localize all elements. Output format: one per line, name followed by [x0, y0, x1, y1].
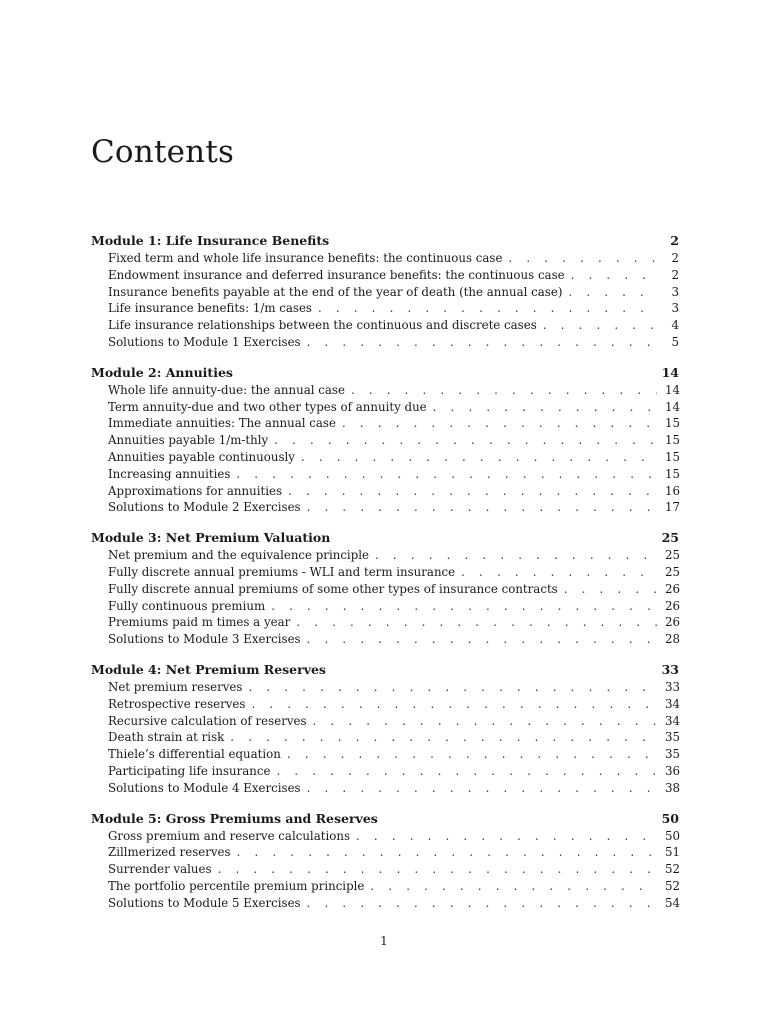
entry-title: Insurance benefits payable at the end of the year of death (the annual case)	[108, 284, 563, 299]
toc-entry[interactable]	[91, 631, 679, 648]
entry-title: Fully discrete annual premiums - WLI and term insurance	[108, 564, 456, 579]
entry-title: Retrospective reserves	[108, 696, 246, 711]
dot-leader	[307, 631, 657, 648]
dot-leader	[356, 828, 657, 845]
dot-leader	[301, 449, 657, 466]
entry-page-number: 4	[671, 318, 679, 333]
entry-title: Increasing annuities	[108, 466, 231, 481]
module-title: Module 4: Net Premium Reserves	[91, 661, 326, 677]
entry-title: Fixed term and whole life insurance benefits: the continuous case	[108, 251, 503, 265]
toc-entry[interactable]	[91, 449, 679, 466]
entry-title: Net premium reserves	[108, 679, 243, 694]
entry-page-number: 14	[665, 382, 681, 397]
toc-module	[91, 232, 679, 351]
dot-leader	[375, 547, 657, 564]
entry-page-number: 3	[671, 301, 679, 316]
toc-entry[interactable]	[91, 267, 679, 284]
entry-title: Term annuity-due and two other types of annuity due	[108, 399, 427, 414]
entry-page-number: 34	[665, 696, 681, 711]
entry-page-number: 15	[665, 416, 681, 431]
entry-page-number: 3	[671, 284, 679, 299]
dot-leader	[237, 844, 657, 861]
entry-page-number: 26	[665, 581, 681, 596]
module-title: Module 3: Net Premium Valuation	[91, 530, 331, 546]
module-page-number: 50	[661, 810, 679, 826]
entry-page-number: 36	[665, 763, 681, 778]
dot-leader	[248, 679, 657, 696]
toc-entry[interactable]	[91, 895, 679, 912]
toc-entry[interactable]	[91, 284, 679, 301]
entry-title: Annuities payable continuously	[108, 449, 295, 464]
entry-title: Solutions to Module 4 Exercises	[108, 780, 301, 795]
entry-page-number: 26	[665, 615, 681, 630]
entry-page-number: 52	[665, 878, 681, 893]
module-page-number: 14	[661, 364, 679, 380]
toc-entry[interactable]	[91, 415, 679, 432]
entry-page-number: 15	[665, 449, 681, 464]
entry-page-number: 16	[665, 483, 681, 498]
toc-entry[interactable]	[91, 564, 679, 581]
toc-entry[interactable]	[91, 614, 679, 631]
toc-entry[interactable]	[91, 300, 679, 317]
dot-leader	[277, 763, 658, 780]
dot-leader	[296, 614, 657, 631]
page-title: Contents	[91, 134, 235, 170]
entry-page-number: 2	[671, 251, 679, 265]
entry-page-number: 26	[665, 598, 681, 613]
entry-page-number: 50	[665, 828, 681, 843]
toc-entry[interactable]	[91, 547, 679, 564]
dot-leader	[307, 780, 657, 797]
module-page-number: 2	[670, 233, 679, 248]
module-heading[interactable]	[91, 232, 679, 250]
toc-module	[91, 364, 679, 516]
toc-module	[91, 810, 679, 912]
entry-title: Participating life insurance	[108, 763, 271, 778]
dot-leader	[318, 300, 657, 317]
module-title: Module 2: Annuities	[91, 364, 233, 380]
dot-leader	[230, 729, 657, 746]
toc-entry[interactable]	[91, 844, 679, 861]
toc-entry[interactable]	[91, 499, 679, 516]
module-heading[interactable]	[91, 529, 679, 547]
entry-page-number: 35	[665, 730, 681, 745]
page-number: 1	[380, 934, 388, 948]
toc-entry[interactable]	[91, 432, 679, 449]
entry-page-number: 54	[665, 895, 681, 910]
entry-title: Immediate annuities: The annual case	[108, 416, 336, 431]
dot-leader	[543, 317, 657, 334]
toc-module	[91, 529, 679, 648]
dot-leader	[307, 499, 657, 516]
entry-title: Thiele’s differential equation	[108, 747, 281, 762]
dot-leader	[236, 466, 657, 483]
entry-page-number: 35	[665, 747, 681, 762]
toc-entry[interactable]	[91, 399, 679, 416]
entry-title: Zillmerized reserves	[108, 845, 231, 860]
entry-title: Solutions to Module 5 Exercises	[108, 895, 301, 910]
entry-page-number: 28	[665, 632, 681, 647]
entry-page-number: 38	[665, 780, 681, 795]
entry-title: Solutions to Module 1 Exercises	[108, 334, 301, 349]
toc-entry[interactable]	[91, 466, 679, 483]
toc-entry[interactable]	[91, 729, 679, 746]
dot-leader	[433, 399, 657, 416]
entry-title: Whole life annuity-due: the annual case	[108, 382, 345, 397]
toc-entry[interactable]	[91, 746, 679, 763]
toc-entry[interactable]	[91, 713, 679, 730]
entry-page-number: 2	[671, 267, 679, 282]
entry-title: Gross premium and reserve calculations	[108, 828, 351, 843]
dot-leader	[571, 267, 657, 284]
module-title: Module 5: Gross Premiums and Reserves	[91, 810, 378, 826]
toc-entry[interactable]	[91, 598, 679, 615]
entry-page-number: 52	[665, 862, 681, 877]
dot-leader	[251, 696, 657, 713]
entry-title: Life insurance relationships between the continuous and discrete cases	[108, 318, 537, 333]
toc-entry[interactable]	[91, 696, 679, 713]
toc-entry[interactable]	[91, 382, 679, 399]
entry-title: Recursive calculation of reserves	[108, 713, 307, 728]
entry-title: Fully discrete annual premiums of some other types of insurance contracts	[108, 581, 558, 596]
toc-entry[interactable]	[91, 679, 679, 696]
entry-page-number: 15	[665, 466, 681, 481]
entry-page-number: 5	[671, 334, 679, 349]
entry-title: Premiums paid m times a year	[108, 615, 291, 630]
entry-title: Solutions to Module 2 Exercises	[108, 500, 301, 515]
dot-leader	[568, 284, 657, 301]
entry-title: Death strain at risk	[108, 730, 225, 745]
toc-module	[91, 661, 679, 797]
module-title: Module 1: Life Insurance Benefits	[91, 233, 330, 248]
entry-title: Fully continuous premium	[108, 598, 266, 613]
dot-leader	[287, 746, 657, 763]
toc-entry[interactable]	[91, 334, 679, 351]
module-page-number: 25	[661, 530, 679, 546]
entry-title: The portfolio percentile premium principle	[108, 878, 365, 893]
entry-title: Annuities payable 1/m-thly	[108, 433, 269, 448]
entry-title: Approximations for annuities	[108, 483, 283, 498]
entry-page-number: 14	[665, 399, 681, 414]
dot-leader	[271, 598, 657, 615]
toc-entry[interactable]	[91, 483, 679, 500]
toc-entry[interactable]	[91, 780, 679, 797]
table-of-contents	[91, 232, 679, 925]
dot-leader	[307, 334, 657, 351]
entry-title: Net premium and the equivalence principle	[108, 548, 370, 563]
dot-leader	[313, 713, 657, 730]
entry-title: Solutions to Module 3 Exercises	[108, 632, 301, 647]
entry-page-number: 51	[665, 845, 681, 860]
entry-page-number: 33	[665, 679, 681, 694]
entry-page-number: 25	[665, 564, 681, 579]
module-heading[interactable]	[91, 810, 679, 828]
entry-title: Surrender values	[108, 862, 212, 877]
module-heading[interactable]	[91, 661, 679, 679]
dot-leader	[564, 581, 657, 598]
entry-page-number: 25	[665, 548, 681, 563]
toc-entry[interactable]	[91, 317, 679, 334]
entry-page-number: 15	[665, 433, 681, 448]
dot-leader	[508, 250, 657, 267]
dot-leader	[307, 895, 657, 912]
toc-entry[interactable]	[91, 878, 679, 895]
dot-leader	[461, 564, 657, 581]
toc-entry[interactable]	[91, 763, 679, 780]
toc-entry[interactable]	[91, 581, 679, 598]
module-heading[interactable]	[91, 364, 679, 382]
dot-leader	[342, 415, 657, 432]
dot-leader	[274, 432, 657, 449]
toc-entry[interactable]	[91, 828, 679, 845]
module-page-number: 33	[661, 661, 679, 677]
entry-page-number: 34	[665, 713, 681, 728]
entry-title: Endowment insurance and deferred insurance benefits: the continuous case	[108, 267, 565, 282]
dot-leader	[351, 382, 657, 399]
dot-leader	[370, 878, 657, 895]
toc-entry[interactable]	[91, 250, 679, 267]
entry-page-number: 17	[665, 500, 681, 515]
dot-leader	[218, 861, 657, 878]
toc-entry[interactable]	[91, 861, 679, 878]
dot-leader	[288, 483, 657, 500]
entry-title: Life insurance benefits: 1/m cases	[108, 301, 312, 316]
